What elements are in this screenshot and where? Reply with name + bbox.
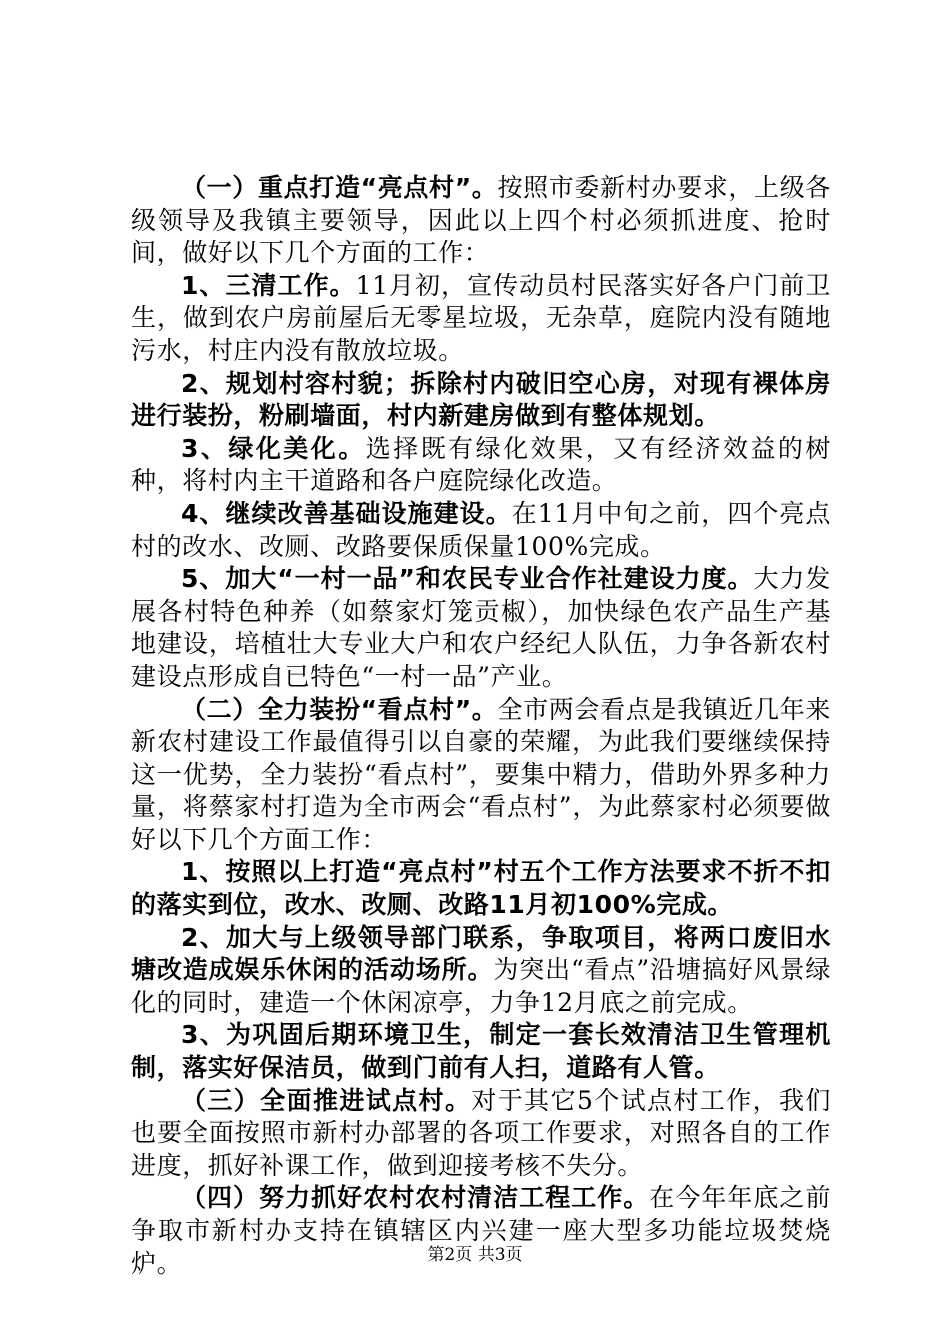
paragraph-heading: 3、绿化美化。 — [181, 433, 366, 463]
paragraph-section-3 — [131, 1085, 831, 1183]
paragraph-heading: 3、为巩固后期环境卫生，制定一套长效清洁卫生管理机制，落实好保洁员，做到门前有人扫，道路有人管。 — [131, 1020, 831, 1083]
paragraph-text: 为突出“看点”沿塘搞好风景绿化的同时，建造一个休闲凉亭，力争12月底之前完成。 — [131, 955, 831, 1017]
paragraph-text: 选择既有绿化效果，又有经济效益的树种，将村内主干道路和各户庭院绿化改造。 — [131, 433, 831, 496]
paragraph-heading: 4、继续改善基础设施建设。 — [181, 498, 512, 528]
paragraph-heading: 1、按照以上打造“亮点村”村五个工作方法要求不折不扣的落实到位，改水、改厕、改路11月初100%完成。 — [131, 857, 831, 920]
paragraph-heading: （四）努力抓好农村农村清洁工程工作。 — [181, 1183, 650, 1213]
page-footer: 第2页 共3页 — [427, 1245, 523, 1265]
paragraph-item-2-1 — [131, 856, 831, 921]
paragraph-text: 按照市委新村办要求，上级各级领导及我镇主要领导，因此以上四个村必须抓进度、抢时间，做好以下几个方面的工作： — [131, 173, 831, 268]
paragraph-item-2-3 — [131, 1019, 831, 1084]
paragraph-text: 对于其它5个试点村工作，我们也要全面按照市新村办部署的各项工作要求，对照各自的工作进度，抓好补课工作，做到迎接考核不失分。 — [131, 1085, 832, 1180]
paragraph-text: 在今年年底之前争取市新村办支持在镇辖区内兴建一座大型多功能垃圾焚烧炉。 — [131, 1183, 831, 1278]
document-body — [131, 172, 831, 1280]
paragraph-heading: （一）重点打造“亮点村”。 — [181, 173, 498, 202]
paragraph-heading: （三）全面推进试点村。 — [181, 1085, 472, 1115]
paragraph-section-1 — [131, 172, 831, 270]
paragraph-heading: 5、加大“一村一品”和农民专业合作社建设力度。 — [181, 564, 754, 594]
paragraph-item-1-1 — [131, 270, 831, 368]
paragraph-text: 11月初，宣传动员村民落实好各户门前卫生，做到农户房前屋后无零星垃圾，无杂草，庭院内没有随地污水，村庄内没有散放垃圾。 — [131, 270, 831, 365]
paragraph-section-2 — [131, 694, 831, 857]
paragraph-text: 在11月中旬之前，四个亮点村的改水、改厕、改路要保质保量100%完成。 — [131, 498, 831, 561]
paragraph-item-1-2 — [131, 368, 831, 433]
paragraph-text: 全市两会看点是我镇近几年来新农村建设工作最值得引以自豪的荣耀，为此我们要继续保持这一优势，全力装扮“看点村”，要集中精力，借助外界多种力量，将蔡家村打造为全市两会“看点村”，为此蔡家村必须要做好以下几个方面工作： — [131, 694, 831, 854]
paragraph-heading: 2、加大与上级领导部门联系，争取项目，将两口废旧水塘改造成娱乐休闲的活动场所。 — [131, 922, 831, 985]
paragraph-item-1-5 — [131, 563, 831, 693]
paragraph-item-1-4 — [131, 498, 831, 563]
paragraph-heading: （二）全力装扮“看点村”。 — [181, 694, 498, 724]
paragraph-item-1-3 — [131, 433, 831, 498]
paragraph-heading: 2、规划村容村貌；拆除村内破旧空心房，对现有裸体房进行装扮，粉刷墙面，村内新建房做到有整体规划。 — [131, 368, 831, 431]
paragraph-text: 大力发展各村特色种养（如蔡家灯笼贡椒），加快绿色农产品生产基地建设，培植壮大专业大户和农户经纪人队伍，力争各新农村建设点形成自已特色“一村一品”产业。 — [131, 564, 831, 691]
paragraph-item-2-2 — [131, 922, 831, 1020]
paragraph-heading: 1、三清工作。 — [181, 270, 356, 300]
